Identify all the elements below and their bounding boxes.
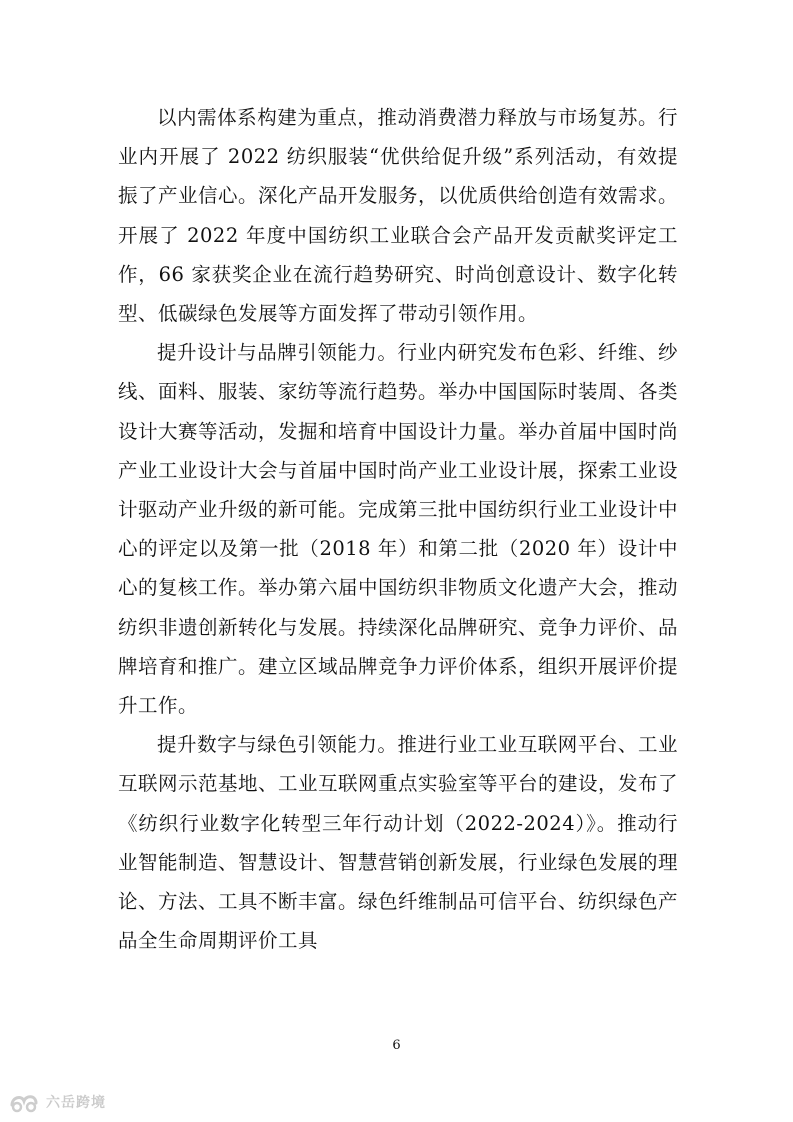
- paragraph-design-brand: 提升设计与品牌引领能力。行业内研究发布色彩、纤维、纱线、面料、服装、家纺等流行趋势。举办中国国际时装周、各类设计大赛等活动，发掘和培育中国设计力量。举办首届中国时尚产业工业设计大会与首届中国时尚产业工业设计展，探索工业设计驱动产业升级的新可能。完成第三批中国纺织行业工业设计中心的评定以及第一批（2018 年）和第二批（2020 年）设计中心的复核工作。举办第六届中国纺织非物质文化遗产大会，推动纺织非遗创新转化与发展。持续深化品牌研究、竞争力评价、品牌培育和推广。建立区域品牌竞争力评价体系，组织开展评价提升工作。: [118, 341, 679, 718]
- document-body: [118, 98, 678, 960]
- paragraph-domestic-demand: 以内需体系构建为重点，推动消费潜力释放与市场复苏。行业内开展了 2022 纺织服装“优供给促升级”系列活动，有效提振了产业信心。深化产品开发服务，以优质供给创造有效需求。开展了 2022 年度中国纺织工业联合会产品开发贡献奖评定工作，66 家获奖企业在流行趋势研究、时尚创意设计、数字化转型、低碳绿色发展等方面发挥了带动引领作用。: [118, 106, 679, 326]
- page-number: 6: [392, 1038, 401, 1053]
- paragraph-digital-green: 提升数字与绿色引领能力。推进行业工业互联网平台、工业互联网示范基地、工业互联网重点实验室等平台的建设，发布了《纺织行业数字化转型三年行动计划（2022-2024）》。推动行业智能制造、智慧设计、智慧营销创新发展，行业绿色发展的理论、方法、工具不断丰富。绿色纤维制品可信平台、纺织绿色产品全生命周期评价工具: [118, 733, 679, 953]
- watermark-text: 六岳跨境: [46, 1095, 106, 1111]
- watermark-logo-icon: [8, 1091, 42, 1113]
- watermark: [8, 1091, 106, 1113]
